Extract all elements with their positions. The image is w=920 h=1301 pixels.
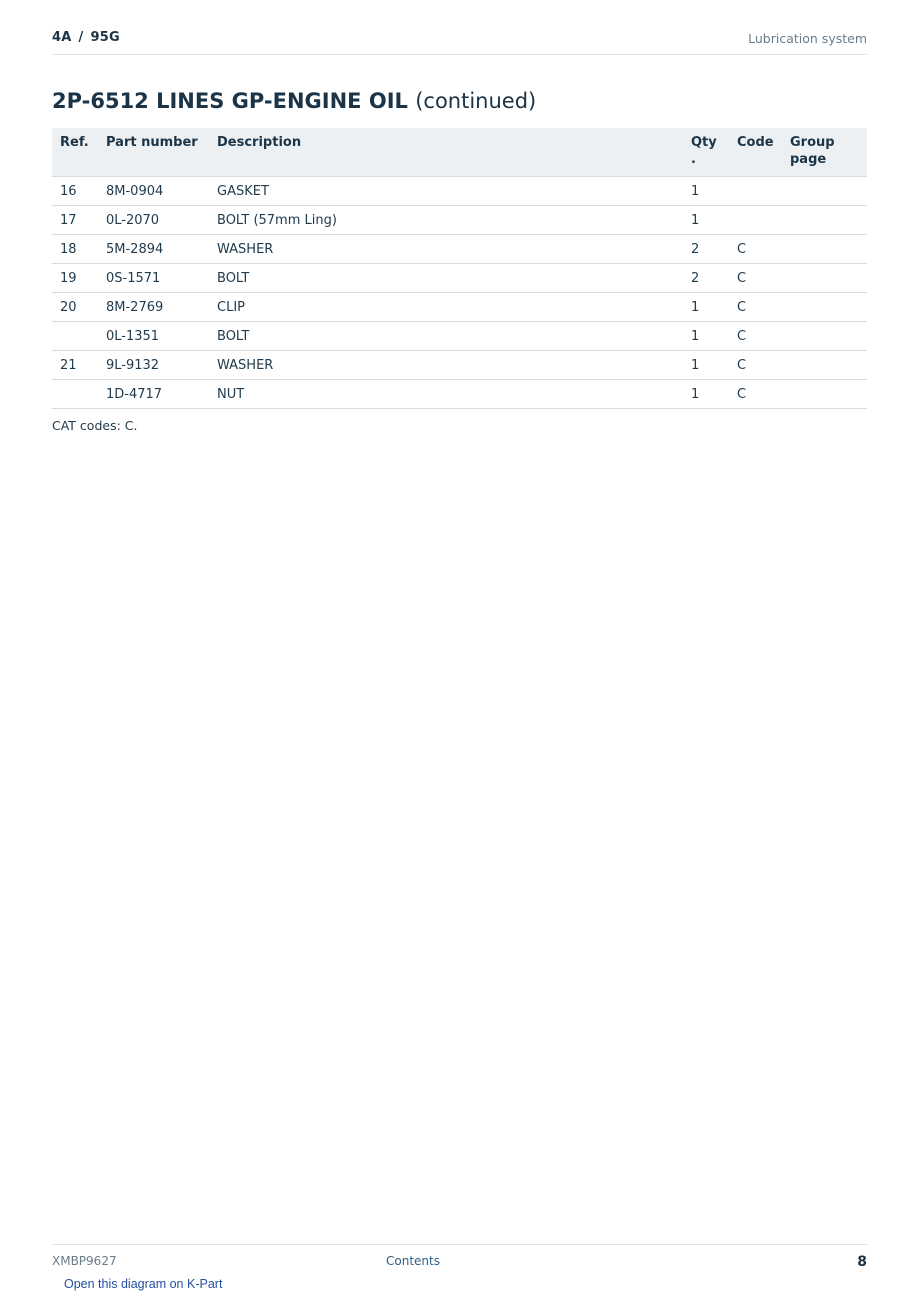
column-part-number-header: Part number xyxy=(98,128,209,177)
qty-cell: 1 xyxy=(683,322,729,351)
code-cell: C xyxy=(729,293,782,322)
page-number: 8 xyxy=(857,1254,867,1270)
qty-cell: 1 xyxy=(683,206,729,235)
part-number-cell: 0L-1351 xyxy=(98,322,209,351)
column-group-page-header: Group page xyxy=(782,128,867,177)
part-number-cell: 1D-4717 xyxy=(98,380,209,409)
column-description-header: Description xyxy=(209,128,683,177)
code-cell: C xyxy=(729,351,782,380)
qty-cell: 1 xyxy=(683,351,729,380)
table-header-row xyxy=(52,128,867,177)
description-cell: BOLT xyxy=(209,264,683,293)
table-row xyxy=(52,351,867,380)
table-body xyxy=(52,177,867,409)
qty-cell: 1 xyxy=(683,380,729,409)
description-cell: NUT xyxy=(209,380,683,409)
breadcrumb-group: 4A xyxy=(52,30,72,45)
description-cell: WASHER xyxy=(209,351,683,380)
column-code-header: Code xyxy=(729,128,782,177)
group-page-cell xyxy=(782,380,867,409)
breadcrumb-model: 95G xyxy=(90,30,120,45)
part-number-cell: 8M-0904 xyxy=(98,177,209,206)
ref-cell: 19 xyxy=(52,264,98,293)
description-cell: CLIP xyxy=(209,293,683,322)
code-cell: C xyxy=(729,322,782,351)
description-cell: GASKET xyxy=(209,177,683,206)
table-row xyxy=(52,380,867,409)
ref-cell xyxy=(52,322,98,351)
part-number-cell: 0S-1571 xyxy=(98,264,209,293)
description-cell: BOLT (57mm Ling) xyxy=(209,206,683,235)
part-number-cell: 8M-2769 xyxy=(98,293,209,322)
qty-cell: 2 xyxy=(683,264,729,293)
document-id: XMBP9627 xyxy=(52,1254,117,1268)
open-kpart-link[interactable]: Open this diagram on K-Part xyxy=(64,1277,223,1291)
part-number-cell: 5M-2894 xyxy=(98,235,209,264)
section-title: Lubrication system xyxy=(748,31,867,46)
code-cell xyxy=(729,206,782,235)
page-title-main: 2P-6512 LINES GP-ENGINE OIL xyxy=(52,89,408,113)
code-cell: C xyxy=(729,380,782,409)
qty-cell: 1 xyxy=(683,177,729,206)
column-ref-header: Ref. xyxy=(52,128,98,177)
group-page-cell xyxy=(782,235,867,264)
group-page-cell xyxy=(782,264,867,293)
page-footer xyxy=(52,1244,867,1301)
ref-cell: 21 xyxy=(52,351,98,380)
breadcrumb-separator: / xyxy=(78,30,84,45)
group-page-cell xyxy=(782,177,867,206)
code-cell xyxy=(729,177,782,206)
group-page-cell xyxy=(782,206,867,235)
ref-cell: 17 xyxy=(52,206,98,235)
column-qty-header: Qty . xyxy=(683,128,729,177)
table-row xyxy=(52,206,867,235)
group-page-cell xyxy=(782,351,867,380)
part-number-cell: 9L-9132 xyxy=(98,351,209,380)
table-row xyxy=(52,177,867,206)
part-number-cell: 0L-2070 xyxy=(98,206,209,235)
description-cell: BOLT xyxy=(209,322,683,351)
page-title-suffix: (continued) xyxy=(415,89,537,113)
contents-link[interactable]: Contents xyxy=(386,1254,440,1268)
description-cell: WASHER xyxy=(209,235,683,264)
group-page-cell xyxy=(782,322,867,351)
table-row xyxy=(52,264,867,293)
page-title xyxy=(52,89,536,113)
cat-codes-note: CAT codes: C. xyxy=(52,418,138,433)
page-header xyxy=(52,28,867,55)
table-row xyxy=(52,235,867,264)
group-page-cell xyxy=(782,293,867,322)
code-cell: C xyxy=(729,264,782,293)
ref-cell: 20 xyxy=(52,293,98,322)
breadcrumb xyxy=(52,30,120,45)
code-cell: C xyxy=(729,235,782,264)
table-row xyxy=(52,293,867,322)
qty-cell: 1 xyxy=(683,293,729,322)
parts-table xyxy=(52,128,867,409)
table-row xyxy=(52,322,867,351)
qty-cell: 2 xyxy=(683,235,729,264)
ref-cell xyxy=(52,380,98,409)
ref-cell: 18 xyxy=(52,235,98,264)
ref-cell: 16 xyxy=(52,177,98,206)
